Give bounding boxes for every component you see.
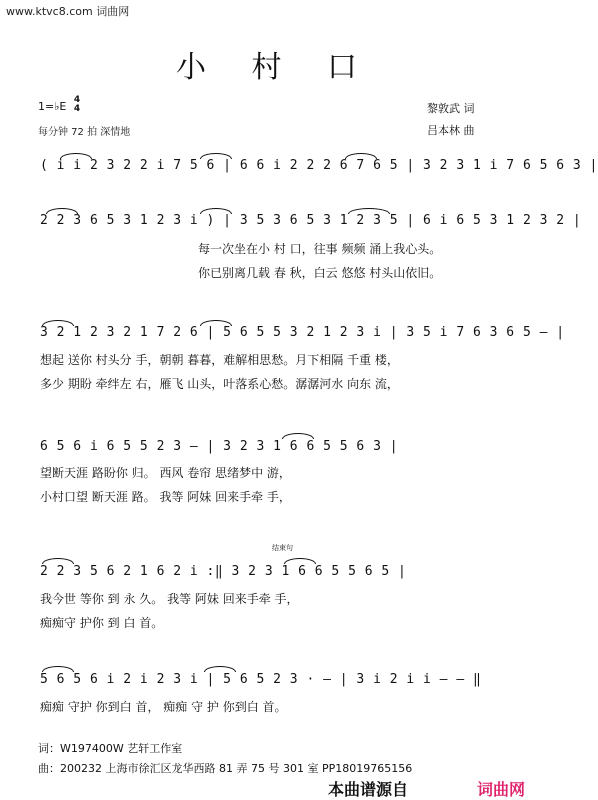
slur-mark — [200, 320, 232, 326]
time-signature — [72, 96, 82, 114]
lyric-row-3-verse-2: 多少 期盼 牵绊左 右，雁飞 山头，叶落系心愁。潺潺河水 向东 流， — [40, 377, 399, 391]
lyric-row-6: 痴痴 守护 你到白 首， 痴痴 守 护 你到白 首。 — [40, 700, 287, 714]
slur-mark — [200, 208, 232, 214]
slur-mark — [204, 666, 236, 672]
song-title: 小 村 口 — [175, 50, 376, 85]
site-url[interactable]: www.ktvc8.com 词曲网 — [6, 5, 130, 18]
lyric-row-5-verse-2: 痴痴守 护你 到 白 首。 — [40, 616, 164, 630]
slur-mark — [42, 320, 74, 326]
notation-row-6: 5 6 5 6 i 2 i 2 3 i | 5 6 5 2 3 · – | 3 i 2 i i – – ‖ — [40, 672, 482, 687]
notation-row-1: ( i i 2 3 2 2 i 7 5 6 | 6 6 i 2 2 2 6 7 6 5 | 3 2 3 1 i 7 6 5 6 3 | — [40, 158, 598, 173]
slur-mark — [348, 208, 390, 214]
slur-mark — [282, 433, 314, 439]
ending-phrase-marker: 结束句 — [272, 544, 293, 552]
music-contact: 曲：200232 上海市徐汇区龙华西路 81 弄 75 号 301 室 PP18019765156 — [38, 762, 413, 775]
slur-mark — [284, 558, 316, 564]
slur-mark — [200, 153, 232, 159]
lyric-row-2-verse-2: 你已别离几载 春 秋，白云 悠悠 村头山依旧。 — [198, 266, 442, 280]
source-label: 本曲谱源自 — [328, 780, 409, 799]
slur-mark — [345, 153, 377, 159]
lyric-row-5-verse-1: 我今世 等你 到 永 久。 我等 阿妹 回来手牵 手， — [40, 592, 299, 606]
notation-row-2: 2 2 3 6 5 3 1 2 3 i ) | 3 5 3 6 5 3 1 2 3 5 | 6 i 6 5 3 1 2 3 2 | — [40, 213, 582, 228]
slur-mark — [46, 208, 78, 214]
composer-credit: 吕本林 曲 — [427, 124, 475, 137]
lyric-row-4-verse-2: 小村口望 断天涯 路。 我等 阿妹 回来手牵 手， — [40, 490, 291, 504]
lyric-row-3-verse-1: 想起 送你 村头分 手，朝朝 暮暮，难解相思愁。月下相隔 千重 楼， — [40, 353, 399, 367]
slur-mark — [60, 153, 92, 159]
notation-row-5: 2 2 3 5 6 2 1 6 2 i :‖ 3 2 3 1 6 6 5 5 6 5 | — [40, 564, 407, 579]
notation-row-3: 3 2 1 2 3 2 1 7 2 6 | 5 6 5 5 3 2 1 2 3 i | 3 5 i 7 6 3 6 5 – | — [40, 325, 565, 340]
lyric-contact: 词：W197400W 艺轩工作室 — [38, 742, 183, 755]
site-logo[interactable]: 词曲网 — [476, 780, 525, 799]
tempo-marking: 每分钟 72 拍 深情地 — [38, 127, 131, 138]
slur-mark — [42, 558, 74, 564]
slur-mark — [42, 666, 74, 672]
key-signature: 1=♭E — [38, 100, 67, 113]
time-bottom: 4 — [73, 104, 81, 114]
notation-row-4: 6 5 6 i 6 5 5 2 3 – | 3 2 3 1 6 6 5 5 6 3 | — [40, 439, 399, 454]
lyric-row-2-verse-1: 每一次坐在小 村 口，往事 频频 涌上我心头。 — [198, 242, 442, 256]
lyric-row-4-verse-1: 望断天涯 路盼你 归。 西风 卷帘 思绪梦中 游， — [40, 466, 291, 480]
time-top: 4 — [73, 95, 81, 105]
lyricist-credit: 黎敦武 词 — [427, 102, 475, 115]
